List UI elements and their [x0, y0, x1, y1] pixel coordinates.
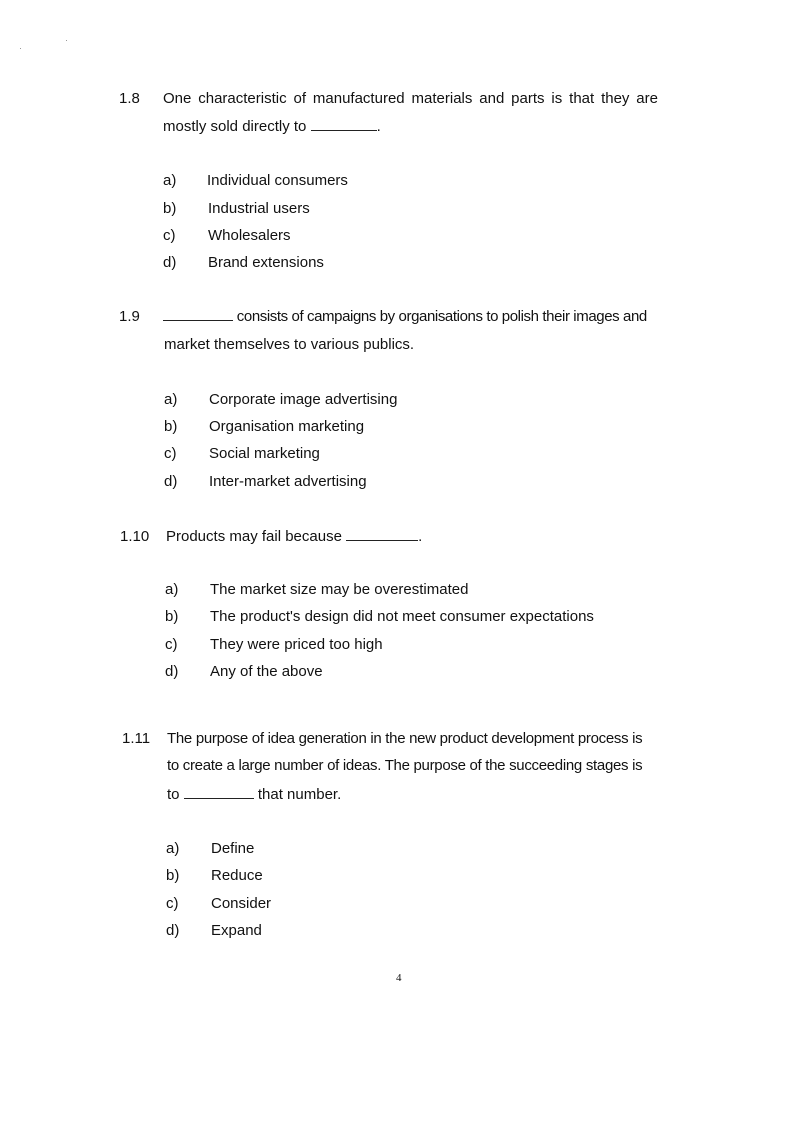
- answer-blank: [311, 118, 377, 131]
- option-text: Define: [211, 840, 255, 857]
- option-letter: b): [163, 200, 177, 217]
- question-text: [163, 308, 647, 326]
- option-letter: a): [165, 581, 179, 598]
- option-letter: b): [164, 418, 178, 435]
- question-text-part: .: [418, 528, 423, 545]
- question-text-part: .: [376, 118, 381, 135]
- option-letter: c): [165, 636, 178, 653]
- option-letter: d): [164, 473, 178, 490]
- question-text: [163, 118, 381, 136]
- option-letter: d): [163, 254, 177, 271]
- question-text: The purpose of idea generation in the new product development process is: [167, 730, 643, 747]
- question-text-part: to: [167, 786, 180, 803]
- page-number: 4: [396, 972, 402, 984]
- option-letter: b): [165, 608, 179, 625]
- option-text: Inter-market advertising: [209, 473, 367, 490]
- option-letter: d): [166, 922, 180, 939]
- question-number: 1.8: [119, 90, 140, 107]
- option-text: Reduce: [211, 867, 263, 884]
- question-text: One characteristic of manufactured materials and parts is that they are: [163, 90, 658, 107]
- question-text: to create a large number of ideas. The purpose of the succeeding stages is: [167, 757, 643, 774]
- question-text: market themselves to various publics.: [164, 336, 415, 353]
- question-text: [167, 786, 341, 804]
- option-letter: d): [165, 663, 179, 680]
- option-text: Wholesalers: [208, 227, 291, 244]
- option-letter: a): [163, 172, 177, 189]
- scan-speck: [66, 40, 67, 41]
- answer-blank: [184, 786, 254, 799]
- option-text: Organisation marketing: [209, 418, 365, 435]
- question-text-part: that number.: [257, 786, 342, 803]
- option-text: The product's design did not meet consumer expectations: [210, 608, 594, 625]
- question-text-part: Products may fail because: [166, 528, 342, 545]
- option-letter: b): [166, 867, 180, 884]
- option-text: Brand extensions: [208, 254, 324, 271]
- question-number: 1.11: [122, 730, 151, 747]
- answer-blank: [346, 528, 418, 541]
- option-letter: c): [163, 227, 176, 244]
- option-text: They were priced too high: [210, 636, 383, 653]
- option-letter: a): [164, 391, 178, 408]
- scan-speck: [20, 48, 21, 49]
- option-text: Expand: [211, 922, 262, 939]
- option-text: Consider: [211, 895, 272, 912]
- option-text: Any of the above: [210, 663, 323, 680]
- question-number: 1.10: [120, 528, 150, 545]
- question-number: 1.9: [119, 308, 140, 325]
- question-text: [166, 528, 422, 546]
- question-text-part: mostly sold directly to: [163, 118, 307, 135]
- option-text: The market size may be overestimated: [210, 581, 469, 598]
- option-text: Individual consumers: [207, 172, 348, 189]
- option-text: Social marketing: [209, 445, 320, 462]
- option-letter: a): [166, 840, 180, 857]
- question-text-part: consists of campaigns by organisations to polish their images and: [236, 308, 647, 325]
- option-text: Industrial users: [208, 200, 310, 217]
- answer-blank: [163, 308, 233, 321]
- option-letter: c): [164, 445, 177, 462]
- option-letter: c): [166, 895, 179, 912]
- option-text: Corporate image advertising: [209, 391, 398, 408]
